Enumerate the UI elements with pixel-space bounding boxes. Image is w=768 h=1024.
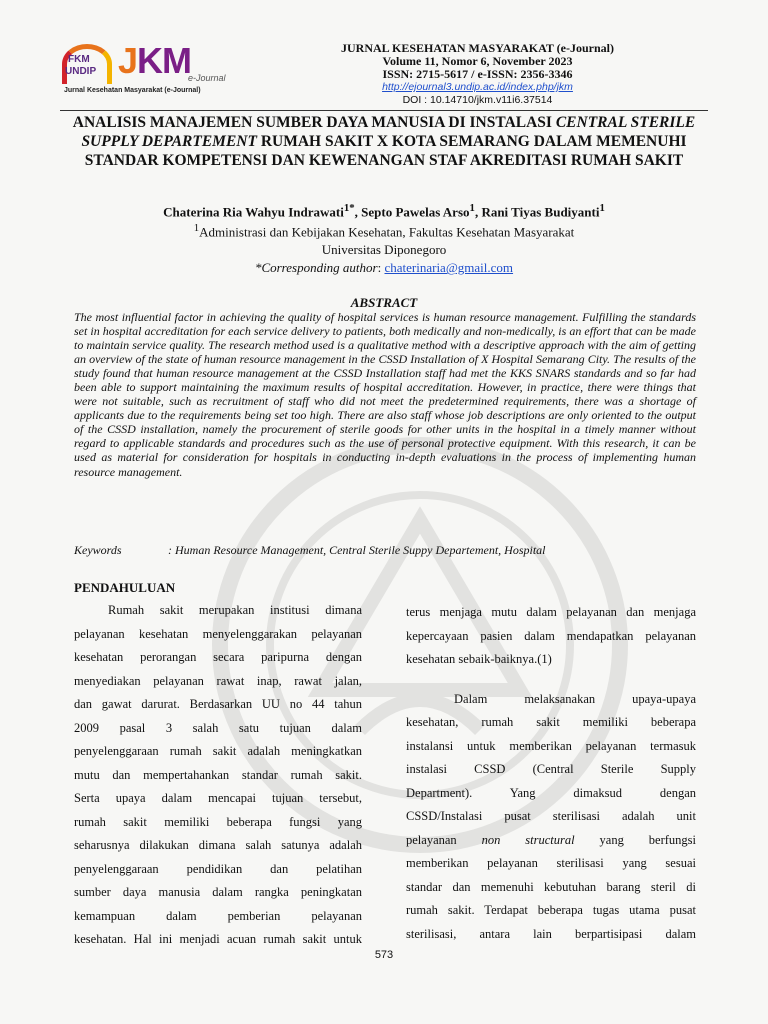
body-line: kesehatan sebaik-baiknya.(1): [406, 652, 552, 666]
body-line: pelayanan kesehatan menyelenggarakan pelayanan: [74, 626, 362, 641]
corresponding-email-link[interactable]: chaterinaria@gmail.com: [384, 260, 514, 276]
body-line: Department). Yang dimaksud dengan: [406, 785, 696, 800]
fkm-undip-logo: [60, 44, 116, 84]
body-line: CSSD/Instalasi pusat sterilisasi adalah unit: [406, 809, 696, 823]
journal-url-link[interactable]: http://ejournal3.undip.ac.id/index.php/jkm: [382, 81, 573, 93]
body-line: kemampuan dalam pemberian pelayanan: [74, 908, 362, 923]
body-line: Serta upaya dalam mencapai tujuan tersebut,: [74, 791, 362, 805]
article-title: ANALISIS MANAJEMEN SUMBER DAYA MANUSIA DI INSTALASI CENTRAL STERILE SUPPLY DEPARTEMENT RUMAH SAKIT X KOTA SEMARANG DALAM MEMENUHI STANDAR KOMPETENSI DAN KEWENANGAN STAF AKREDITASI RUMAH SAKIT: [72, 114, 696, 169]
body-line: terus menjaga mutu dalam pelayanan dan menjaga: [406, 605, 696, 619]
body-line: sterilisasi, antara lain berpartisipasi dalam: [406, 926, 696, 941]
body-line: rumah sakit memiliki beberapa fungsi yang: [74, 814, 362, 829]
abstract-text: The most influential factor in achieving the quality of hospital services is human resource management. Fulfilling the standards set in hospital accreditation for each service delivery to patients, both medically and non-medically, is an effort that can be made to maintain service quality. The research method used is a qualitative method with a descriptive approach with the aim of getting an overview of the state of human resource management in the CSSD Installation of X Hospital Semarang City. The results of the study found that human resource management at the CSSD Installation staff had met the KKS SNARS standards and so far had been able to support maintaining the maximum results of hospital accreditation. However, in practice, there were things that were not suitable, such as recruitment of staff who did not meet the predetermined requirements, there was a shortage of applicants due to the requirements being set too high. There are also staff whose job descriptions are only oriented to the output of the CSSD installation, namely the procurement of sterile goods for other units in the hospital in a timely manner without regard to applicable standards and procedures such as the use of personal protective equipment. With this research, it can be used as material for consideration for hospitals in conducting in-depth evaluations in the process of implementing human resource management.: [74, 310, 696, 479]
page-number: 573: [374, 949, 394, 961]
body-line: kepercayaan pasien dalam mendapatkan pelayanan: [406, 628, 696, 643]
body-line: pelayanan non structural yang berfungsi: [406, 832, 696, 847]
body-column-left: [74, 599, 362, 952]
body-line: 2009 pasal 3 salah satu tujuan dalam: [74, 720, 362, 735]
logo-text-undip: UNDIP: [65, 66, 97, 77]
keywords-label: Keywords: [74, 543, 122, 557]
journal-name: JURNAL KESEHATAN MASYARAKAT (e-Journal): [340, 41, 615, 55]
body-line: instalansi untuk memberikan pelayanan termasuk: [406, 738, 696, 753]
journal-issn: ISSN: 2715-5617 / e-ISSN: 2356-3346: [382, 67, 573, 81]
author-affiliation: $^1$Administrasi dan Kebijakan Kesehatan, Fakultas Kesehatan Masyarakat Universitas Diponegoro *Corresponding author: chaterinaria@gmail.com: [193, 222, 575, 276]
jkm-logo: [60, 40, 250, 98]
logo-ejournal: e-Journal: [188, 73, 226, 83]
body-line: kesehatan perorangan secara paripurna dengan: [74, 650, 362, 664]
journal-doi: DOI : 10.14710/jkm.v11i6.37514: [402, 94, 553, 106]
body-line: instalasi CSSD (Central Sterile Supply: [406, 762, 696, 776]
journal-volume: Volume 11, Nomor 6, November 2023: [382, 54, 573, 68]
keywords-text: : Human Resource Management, Central Sterile Suppy Departement, Hospital: [168, 543, 546, 557]
body-line: Dalam melaksanakan upaya-upaya: [454, 691, 696, 706]
logo-jkm-mark: JKM: [118, 40, 192, 81]
abstract-heading: ABSTRACT: [350, 295, 418, 310]
logo-subtitle: Jurnal Kesehatan Masyarakat (e-Journal): [64, 87, 201, 94]
body-column-right: [406, 601, 696, 946]
header-divider: [60, 110, 708, 111]
journal-info: [300, 42, 655, 107]
body-line: standar dan memenuhi kebutuhan barang steril di: [406, 879, 696, 894]
body-line: Rumah sakit merupakan institusi dimana: [108, 603, 362, 617]
keywords: [74, 543, 545, 558]
body-line: penyelenggaraan rumah sakit adalah meningkatkan: [74, 744, 362, 758]
body-line: memberikan pelayanan sterilisasi yang sesuai: [406, 856, 696, 870]
body-line: menyediakan pelayanan rawat inap, rawat jalan,: [74, 673, 362, 688]
logo-text-fkm: FKM: [68, 54, 90, 65]
body-line: dan gawat darurat. Berdasarkan UU no 44 tahun: [74, 697, 362, 711]
section-heading-pendahuluan: PENDAHULUAN: [74, 580, 176, 595]
body-line: kesehatan. Hal ini menjadi acuan rumah sakit untuk: [74, 932, 362, 946]
body-line: penyelenggaraan pendidikan dan pelatihan: [74, 861, 362, 876]
body-line: seharusnya dilakukan dimana salah satunya adalah: [74, 838, 362, 852]
author-list: Chaterina Ria Wahyu Indrawati$^{1*}$, Septo Pawelas Arso$^1$, Rani Tiyas Budiyanti$^1$: [163, 202, 605, 220]
body-line: mutu dan mempertahankan standar rumah sakit.: [74, 767, 362, 782]
body-line: sumber daya manusia dalam rangka peningkatan: [74, 885, 362, 899]
body-line: kesehatan, rumah sakit memiliki beberapa: [406, 715, 696, 729]
body-line: rumah sakit. Terdapat beberapa tugas utama pusat: [406, 903, 696, 917]
